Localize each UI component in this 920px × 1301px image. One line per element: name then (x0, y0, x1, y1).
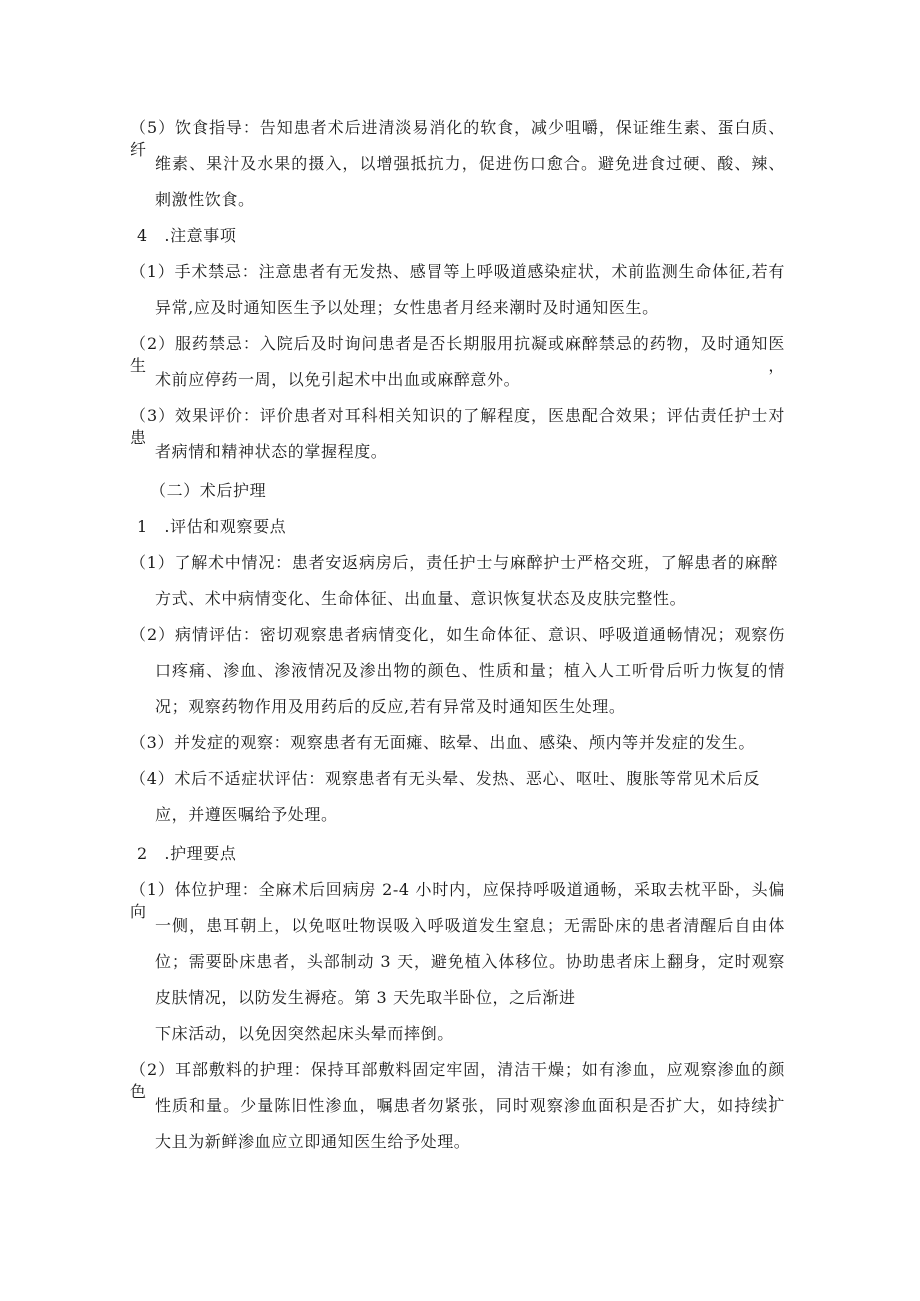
text-line: （4）术后不适症状评估：观察患者有无头晕、发热、恶心、呕吐、腹胀等常见术后反 (130, 769, 760, 788)
text-line: （5）饮食指导：告知患者术后进清淡易消化的软食，减少咀嚼，保证维生素、蛋白质、纤 (130, 118, 785, 159)
text-line: 异常,应及时通知医生予以处理；女性患者月经来潮时及时通知医生。 (155, 298, 659, 317)
text-line: （2）耳部敷料的护理：保持耳部敷料固定牢固，清洁干燥；如有渗血，应观察渗血的颜色、 (130, 1060, 785, 1101)
text-line: 应，并遵医嘱给予处理。 (155, 805, 338, 824)
text-line: （3）并发症的观察：观察患者有无面瘫、眩晕、出血、感染、颅内等并发症的发生。 (130, 733, 755, 752)
text-line: （2）服药禁忌：入院后及时询问患者是否长期服用抗凝或麻醉禁忌的药物，及时通知医生， (130, 334, 785, 375)
text-line: 口疼痛、渗血、渗液情况及渗出物的颜色、性质和量；植入人工听骨后听力恢复的情 (155, 661, 785, 680)
text-line: 位；需要卧床患者，头部制动 3 天，避免植入体移位。协助患者床上翻身，定时观察 (155, 952, 785, 971)
text-line: 术前应停药一周，以免引起术中出血或麻醉意外。 (155, 370, 521, 389)
text-line: 大且为新鲜渗血应立即通知医生给予处理。 (155, 1132, 471, 1151)
text-line: 刺激性饮食。 (155, 190, 255, 209)
text-line: 维素、果汁及水果的摄入，以增强抵抗力，促进伤口愈合。避免进食过硬、酸、辣、 (155, 154, 785, 173)
text-line: （1）体位护理：全麻术后回病房 2-4 小时内，应保持呼吸道通畅，采取去枕平卧，头偏向 (130, 880, 785, 921)
section-heading: （二）术后护理 (150, 481, 267, 500)
section-heading: 2 .护理要点 (137, 844, 237, 863)
section-heading: 4 .注意事项 (137, 226, 237, 245)
section-heading: 1 .评估和观察要点 (137, 517, 287, 536)
text-line: 下床活动，以免因突然起床头晕而摔倒。 (155, 1024, 454, 1043)
text-line: 者病情和精神状态的掌握程度。 (155, 442, 388, 461)
text-line: 性质和量。少量陈旧性渗血，嘱患者勿紧张，同时观察渗血面积是否扩大，如持续扩 (155, 1096, 785, 1115)
text-line: 皮肤情况，以防发生褥疮。第 3 天先取半卧位，之后渐进 (155, 988, 576, 1007)
text-line: （1）了解术中情况：患者安返病房后，责任护士与麻醉护士严格交班，了解患者的麻醉 (130, 553, 778, 572)
text-line: （2）病情评估：密切观察患者病情变化，如生命体征、意识、呼吸道通畅情况；观察伤 (130, 625, 785, 644)
text-line: 况；观察药物作用及用药后的反应,若有异常及时通知医生处理。 (155, 697, 626, 716)
text-line: （3）效果评价：评价患者对耳科相关知识的了解程度，医患配合效果；评估责任护士对患 (130, 406, 785, 447)
text-line: （1）手术禁忌：注意患者有无发热、感冒等上呼吸道感染症状，术前监测生命体征,若有 (130, 262, 785, 281)
text-line: 一侧，患耳朝上，以免呕吐物误吸入呼吸道发生窒息；无需卧床的患者清醒后自由体 (155, 916, 785, 935)
text-line: 方式、术中病情变化、生命体征、出血量、意识恢复状态及皮肤完整性。 (155, 589, 687, 608)
